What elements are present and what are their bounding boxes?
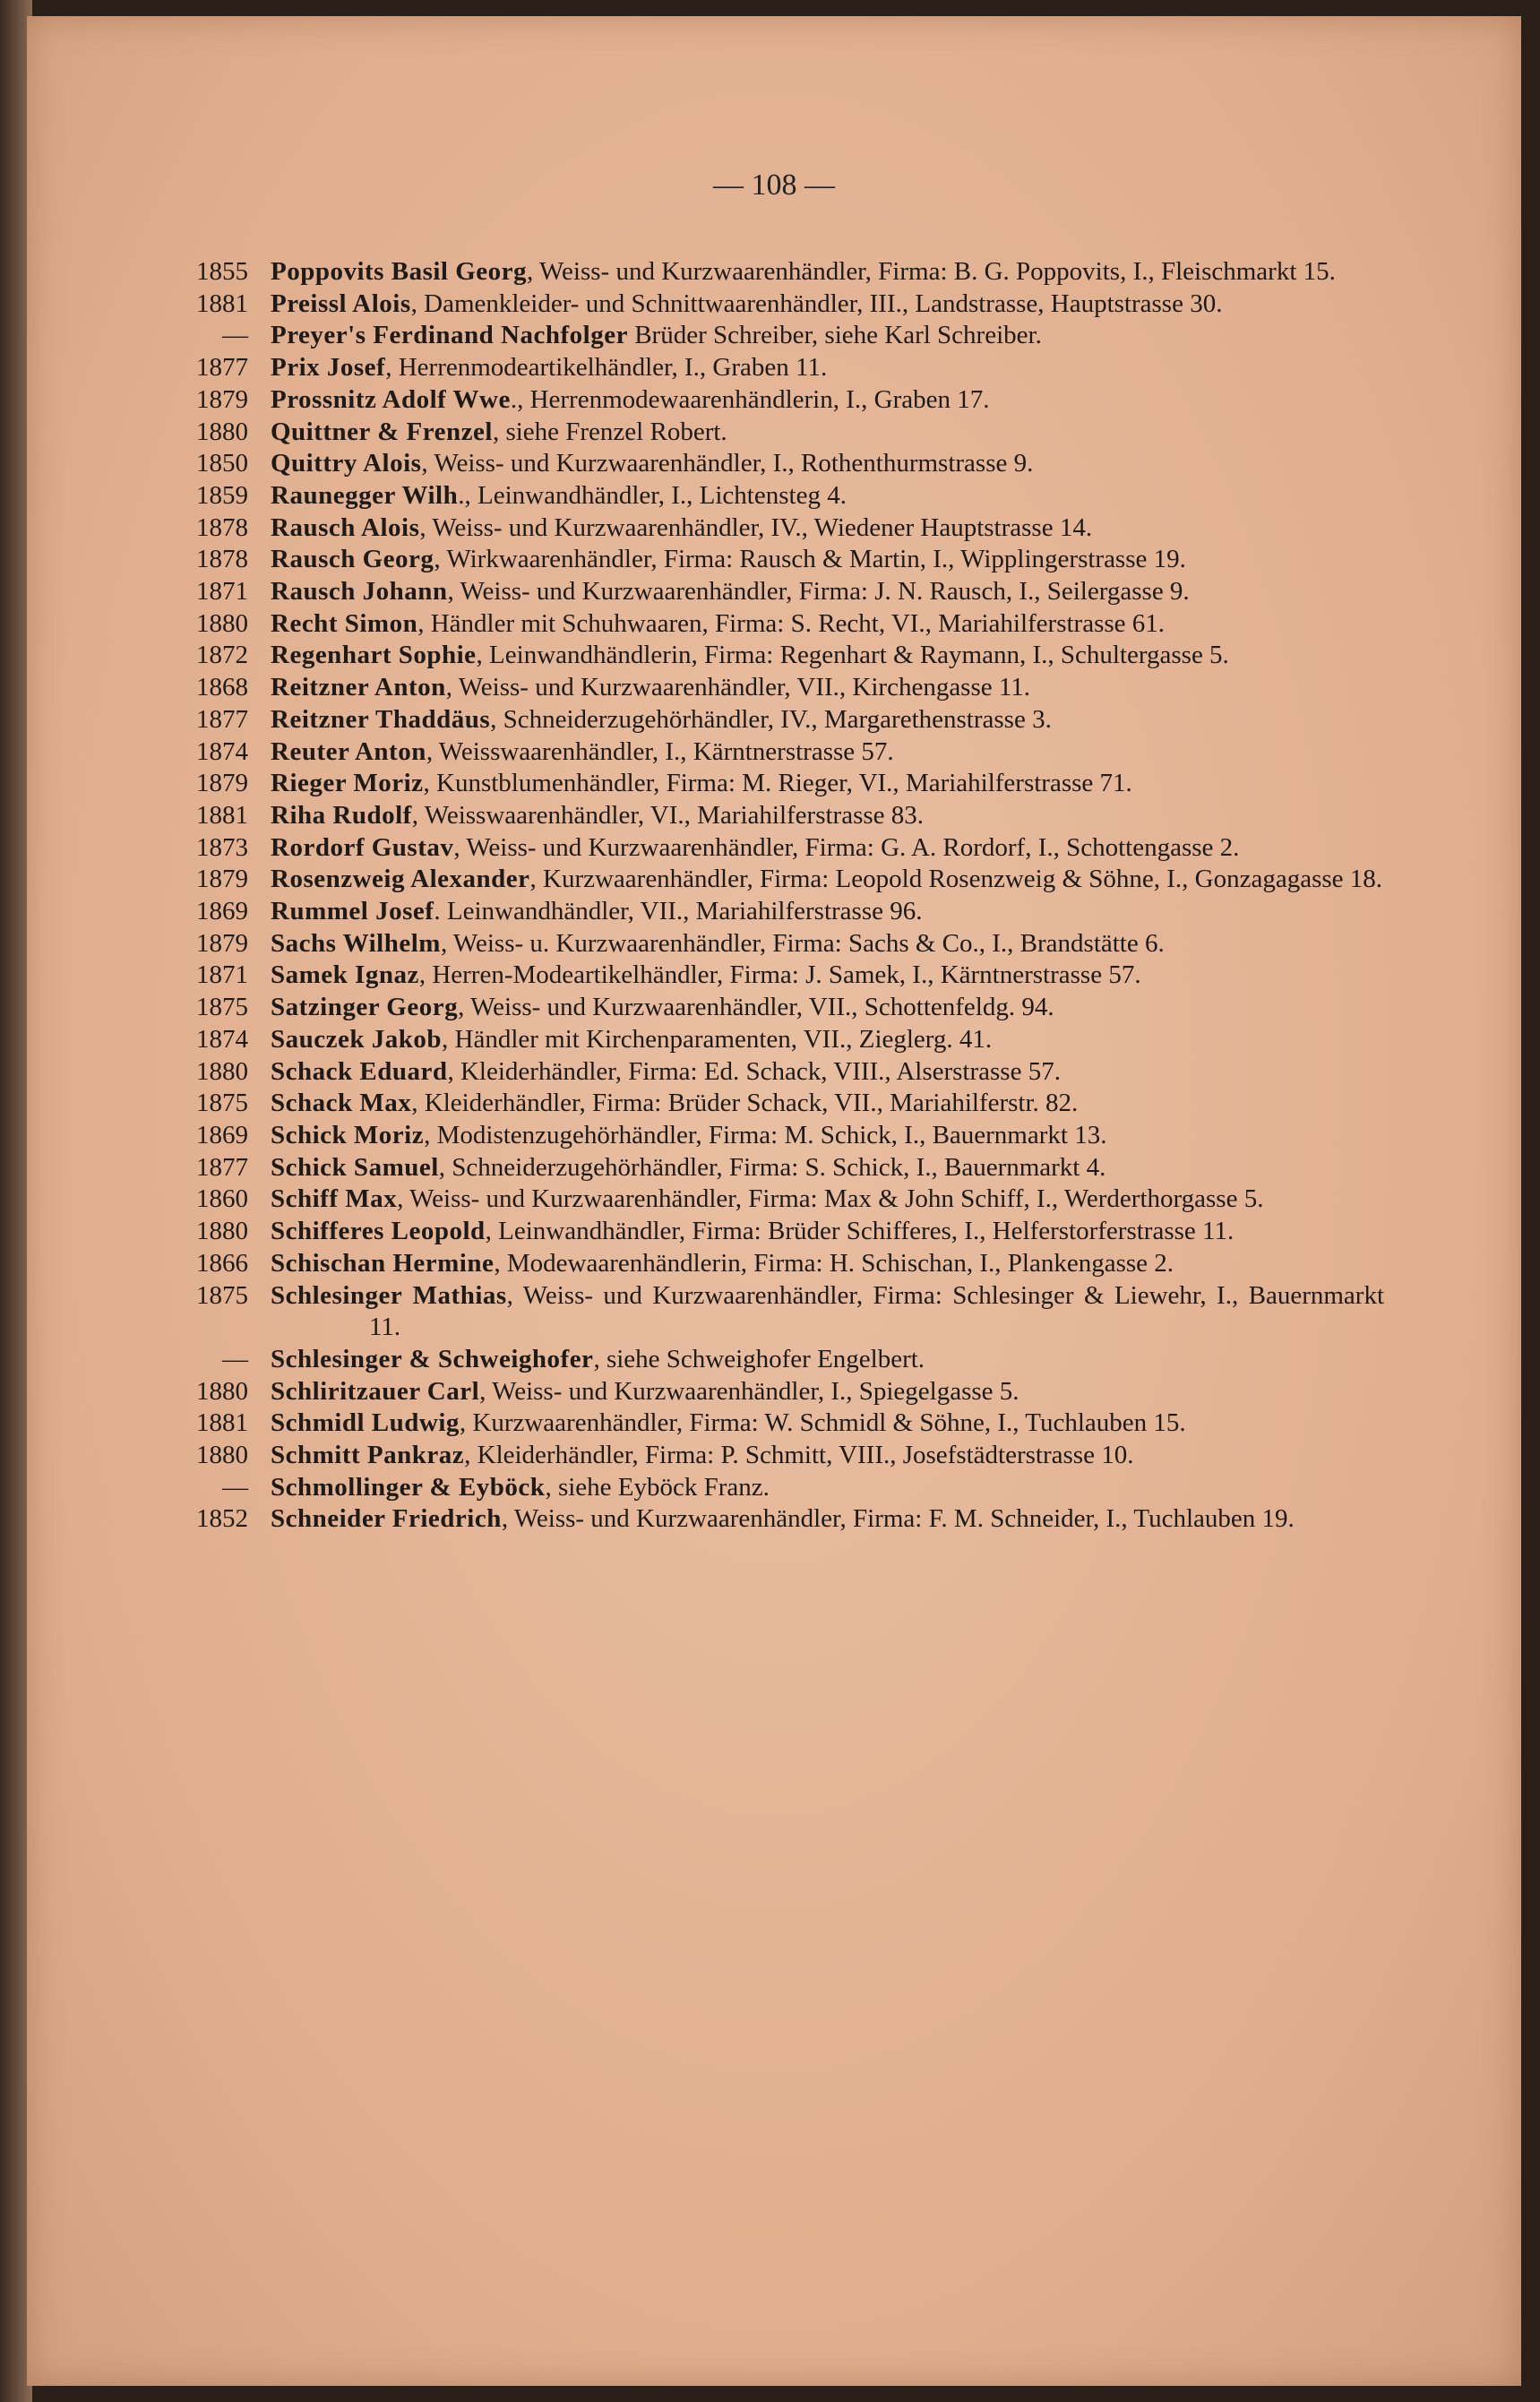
entry-year: 1879 (196, 384, 248, 414)
directory-entry (166, 1088, 1384, 1120)
directory-entry (166, 928, 1384, 960)
entry-body (271, 1024, 1384, 1056)
entry-body (271, 1152, 1384, 1184)
directory-entry (166, 1472, 1384, 1504)
entry-body (271, 1056, 1384, 1089)
entry-name: Schiff Max (271, 1184, 398, 1214)
entry-details: , Händler mit Schuhwaaren, Firma: S. Recht, VI., Mariahilferstrasse 61. (417, 608, 1166, 638)
entry-details: ., Leinwandhändler, I., Lichtensteg 4. (458, 480, 847, 510)
directory-entry (166, 480, 1384, 512)
entry-name: Rummel Josef (271, 897, 434, 926)
entry-details: , Händler mit Kirchenparamenten, VII., Zieglerg. 41. (442, 1024, 993, 1054)
entry-body (271, 672, 1384, 704)
entry-body (271, 832, 1384, 865)
directory-entry (166, 512, 1384, 545)
entry-details: , Weisswaarenhändler, I., Kärntnerstrasse 57. (426, 736, 894, 766)
entry-details: , Weiss- und Kurzwaarenhändler, Firma: J. N. Rausch, I., Seilergasse 9. (447, 577, 1190, 607)
entry-name: Prossnitz Adolf Wwe (271, 384, 511, 414)
entry-year: 1880 (196, 1217, 248, 1246)
directory-entry (166, 1440, 1384, 1472)
entry-details: , Kurzwaarenhändler, Firma: W. Schmidl & Söhne, I., Tuchlauben 15. (459, 1408, 1186, 1438)
entry-year: 1873 (196, 832, 248, 862)
directory-entry (166, 704, 1384, 736)
entry-name: Satzinger Georg (271, 993, 459, 1022)
entry-details: , Weiss- und Kurzwaarenhändler, Firma: Max & John Schiff, I., Werderthorgasse 5. (397, 1184, 1264, 1214)
directory-entry (166, 1408, 1384, 1440)
entry-name: Reitzner Anton (271, 673, 446, 702)
entry-name: Schifferes Leopold (271, 1217, 486, 1246)
entry-year: — (222, 321, 248, 350)
entry-year: 1878 (196, 545, 248, 574)
entry-name: Schack Eduard (271, 1056, 448, 1086)
entry-year: 1868 (196, 673, 248, 702)
entry-body (271, 640, 1384, 672)
entry-details: ., Herrenmodewaarenhändlerin, I., Graben 17. (510, 384, 990, 414)
entry-year: 1879 (196, 769, 248, 798)
entry-name: Riha Rudolf (271, 800, 412, 830)
entry-body (271, 384, 1384, 417)
entry-details: , Weiss- und Kurzwaarenhändler, Firma: G. A. Rordorf, I., Schottengasse 2. (453, 832, 1240, 862)
directory-entry (166, 800, 1384, 832)
entry-year: 1880 (196, 608, 248, 638)
entry-details: , Leinwandhändler, Firma: Brüder Schifferes, I., Helferstorferstrasse 11. (485, 1217, 1235, 1246)
directory-entry (166, 864, 1384, 896)
entry-name: Reuter Anton (271, 736, 426, 766)
entry-name: Reitzner Thaddäus (271, 704, 491, 734)
entry-year: 1875 (196, 1089, 248, 1118)
directory-entry (166, 320, 1384, 352)
entry-body (271, 1503, 1384, 1536)
entry-year: — (222, 1344, 248, 1373)
entry-details: , Modewaarenhändlerin, Firma: H. Schischan, I., Plankengasse 2. (494, 1248, 1174, 1278)
entry-body (271, 992, 1384, 1024)
entry-body (271, 928, 1384, 960)
entry-body (271, 480, 1384, 512)
directory-entry (166, 1376, 1384, 1408)
entry-details: , Kunstblumenhändler, Firma: M. Rieger, VI., Mariahilferstrasse 71. (423, 769, 1132, 798)
entry-body (271, 608, 1384, 641)
entry-body (271, 864, 1384, 896)
directory-entry (166, 640, 1384, 672)
entry-details: , Weiss- und Kurzwaarenhändler, I., Spiegelgasse 5. (479, 1376, 1019, 1406)
entry-body (271, 1344, 1384, 1376)
entry-body (271, 1280, 1384, 1344)
entry-details: , Kleiderhändler, Firma: Ed. Schack, VIII., Alserstrasse 57. (447, 1056, 1061, 1086)
entry-name: Rordorf Gustav (271, 832, 454, 862)
entry-name: Prix Josef (271, 353, 386, 383)
directory-entry (166, 1184, 1384, 1216)
entry-year: 1872 (196, 641, 248, 670)
directory-entry (166, 672, 1384, 704)
entry-body (271, 960, 1384, 992)
entry-name: Rausch Johann (271, 577, 448, 607)
entry-body (271, 896, 1384, 928)
entry-year: 1871 (196, 960, 248, 990)
entry-name: Schliritzauer Carl (271, 1376, 480, 1406)
entry-year: 1875 (196, 993, 248, 1022)
directory-entry (166, 256, 1384, 288)
entry-body (271, 768, 1384, 800)
entry-body (271, 800, 1384, 832)
entry-name: Schlesinger & Schweighofer (271, 1344, 594, 1373)
entry-body (271, 417, 1384, 449)
entry-year: 1874 (196, 736, 248, 766)
entry-details: Brüder Schreiber, siehe Karl Schreiber. (627, 321, 1042, 350)
entry-name: Sauczek Jakob (271, 1024, 443, 1054)
entry-year: 1881 (196, 1408, 248, 1438)
entry-name: Schack Max (271, 1089, 412, 1118)
entry-details: , Weiss- und Kurzwaarenhändler, IV., Wiedener Hauptstrasse 14. (419, 512, 1093, 542)
entry-year: 1869 (196, 1120, 248, 1149)
entry-body (271, 704, 1384, 736)
entry-details: , siehe Schweighofer Engelbert. (593, 1344, 925, 1373)
entry-year: 1869 (196, 897, 248, 926)
directory-entry (166, 832, 1384, 865)
entry-body (271, 512, 1384, 545)
entry-year: — (222, 1472, 248, 1502)
entry-details: , Weiss- und Kurzwaarenhändler, VII., Schottenfeldg. 94. (458, 993, 1054, 1022)
entry-year: 1881 (196, 800, 248, 830)
entry-year: 1859 (196, 480, 248, 510)
entry-year: 1880 (196, 1376, 248, 1406)
entry-name: Rausch Alois (271, 512, 420, 542)
directory-entry (166, 992, 1384, 1024)
directory-entries (166, 256, 1384, 1536)
entry-year: 1852 (196, 1504, 248, 1534)
entry-details: , Kleiderhändler, Firma: P. Schmitt, VIII., Josefstädterstrasse 10. (464, 1441, 1134, 1470)
entry-body (271, 1184, 1384, 1216)
directory-entry (166, 288, 1384, 321)
entry-details: , Leinwandhändlerin, Firma: Regenhart & Raymann, I., Schultergasse 5. (476, 641, 1229, 670)
entry-year: 1880 (196, 1441, 248, 1470)
entry-body (271, 448, 1384, 480)
entry-name: Regenhart Sophie (271, 641, 477, 670)
entry-body (271, 1216, 1384, 1248)
directory-entry (166, 1503, 1384, 1536)
directory-entry (166, 960, 1384, 992)
entry-name: Preissl Alois (271, 288, 411, 318)
entry-year: 1877 (196, 704, 248, 734)
entry-details: , Weiss- und Kurzwaarenhändler, Firma: B. G. Poppovits, I., Fleischmarkt 15. (527, 257, 1336, 286)
entry-name: Schick Moriz (271, 1120, 425, 1149)
entry-details: , Schneiderzugehörhändler, IV., Margarethenstrasse 3. (490, 704, 1052, 734)
entry-year: 1875 (196, 1280, 248, 1310)
entry-year: 1860 (196, 1184, 248, 1214)
directory-entry (166, 1152, 1384, 1184)
entry-name: Raunegger Wilh (271, 480, 459, 510)
entry-year: 1866 (196, 1248, 248, 1278)
entry-body (271, 1376, 1384, 1408)
entry-year: 1855 (196, 257, 248, 286)
entry-details: , Weiss- u. Kurzwaarenhändler, Firma: Sachs & Co., I., Brandstätte 6. (440, 928, 1165, 958)
entry-name: Recht Simon (271, 608, 418, 638)
entry-details: , Weisswaarenhändler, VI., Mariahilferstrasse 83. (411, 800, 925, 830)
directory-entry (166, 1216, 1384, 1248)
entry-name: Poppovits Basil Georg (271, 257, 528, 286)
entry-year: 1879 (196, 865, 248, 894)
directory-entry (166, 417, 1384, 449)
entry-details: , Kurzwaarenhändler, Firma: Leopold Rosenzweig & Söhne, I., Gonzagagasse 18. (529, 865, 1383, 894)
entry-details: , Herrenmodeartikelhändler, I., Graben 11. (385, 353, 828, 383)
entry-body (271, 1408, 1384, 1440)
entry-body (271, 576, 1384, 608)
directory-entry (166, 768, 1384, 800)
entry-details: , Damenkleider- und Schnittwaarenhändler, III., Landstrasse, Hauptstrasse 30. (410, 288, 1223, 318)
entry-details: , Modistenzugehörhändler, Firma: M. Schick, I., Bauernmarkt 13. (424, 1120, 1107, 1149)
directory-entry (166, 1344, 1384, 1376)
directory-entry (166, 1280, 1384, 1344)
entry-name: Schlesinger Mathias (271, 1280, 507, 1310)
document-page (27, 16, 1521, 2386)
entry-details: , Weiss- und Kurzwaarenhändler, VII., Kirchengasse 11. (445, 673, 1031, 702)
entry-year: 1878 (196, 512, 248, 542)
entry-year: 1880 (196, 1056, 248, 1086)
directory-entry (166, 1024, 1384, 1056)
entry-body (271, 1440, 1384, 1472)
entry-year: 1874 (196, 1024, 248, 1054)
entry-year: 1880 (196, 417, 248, 446)
entry-details: , Weiss- und Kurzwaarenhändler, Firma: Schlesinger & Liewehr, I., Bauernmarkt 11. (369, 1280, 1384, 1342)
page-number: — 108 — (713, 168, 835, 202)
entry-body (271, 1472, 1384, 1504)
entry-body (271, 544, 1384, 576)
entry-year: 1877 (196, 353, 248, 383)
entry-name: Quittry Alois (271, 449, 422, 478)
entry-body (271, 1120, 1384, 1152)
entry-name: Sachs Wilhelm (271, 928, 441, 958)
entry-year: 1877 (196, 1152, 248, 1182)
directory-entry (166, 576, 1384, 608)
entry-year: 1850 (196, 449, 248, 478)
entry-details: , Wirkwaarenhändler, Firma: Rausch & Martin, I., Wipplingerstrasse 19. (434, 545, 1186, 574)
directory-entry (166, 352, 1384, 384)
directory-entry (166, 1120, 1384, 1152)
entry-body (271, 352, 1384, 384)
entry-details: , Herren-Modeartikelhändler, Firma: J. Samek, I., Kärntnerstrasse 57. (418, 960, 1141, 990)
entry-details: , Schneiderzugehörhändler, Firma: S. Schick, I., Bauernmarkt 4. (438, 1152, 1106, 1182)
directory-entry (166, 896, 1384, 928)
entry-name: Quittner & Frenzel (271, 417, 493, 446)
entry-name: Schmollinger & Eyböck (271, 1472, 546, 1502)
directory-entry (166, 1056, 1384, 1089)
entry-details: , Weiss- und Kurzwaarenhändler, I., Rothenthurmstrasse 9. (421, 449, 1034, 478)
directory-entry (166, 1248, 1384, 1280)
entry-body (271, 256, 1384, 288)
entry-body (271, 736, 1384, 769)
entry-name: Schneider Friedrich (271, 1504, 502, 1534)
directory-entry (166, 384, 1384, 417)
entry-body (271, 320, 1384, 352)
directory-entry (166, 736, 1384, 769)
entry-body (271, 1248, 1384, 1280)
entry-name: Schmidl Ludwig (271, 1408, 460, 1438)
directory-entry (166, 544, 1384, 576)
entry-details: , siehe Eyböck Franz. (545, 1472, 770, 1502)
entry-details: , Weiss- und Kurzwaarenhändler, Firma: F. M. Schneider, I., Tuchlauben 19. (501, 1504, 1295, 1534)
entry-name: Samek Ignaz (271, 960, 419, 990)
entry-details: , Kleiderhändler, Firma: Brüder Schack, VII., Mariahilferstr. 82. (411, 1089, 1079, 1118)
entry-name: Rausch Georg (271, 545, 434, 574)
entry-details: , siehe Frenzel Robert. (492, 417, 727, 446)
entry-year: 1871 (196, 577, 248, 607)
entry-name: Preyer's Ferdinand Nachfolger (271, 321, 628, 350)
entry-body (271, 1088, 1384, 1120)
entry-name: Schmitt Pankraz (271, 1441, 465, 1470)
entry-year: 1881 (196, 288, 248, 318)
entry-name: Schick Samuel (271, 1152, 439, 1182)
entry-name: Rosenzweig Alexander (271, 865, 530, 894)
directory-entry (166, 608, 1384, 641)
entry-year: 1879 (196, 928, 248, 958)
entry-body (271, 288, 1384, 321)
entry-details: . Leinwandhändler, VII., Mariahilferstrasse 96. (434, 897, 923, 926)
entry-name: Rieger Moriz (271, 769, 424, 798)
entry-name: Schischan Hermine (271, 1248, 495, 1278)
directory-entry (166, 448, 1384, 480)
